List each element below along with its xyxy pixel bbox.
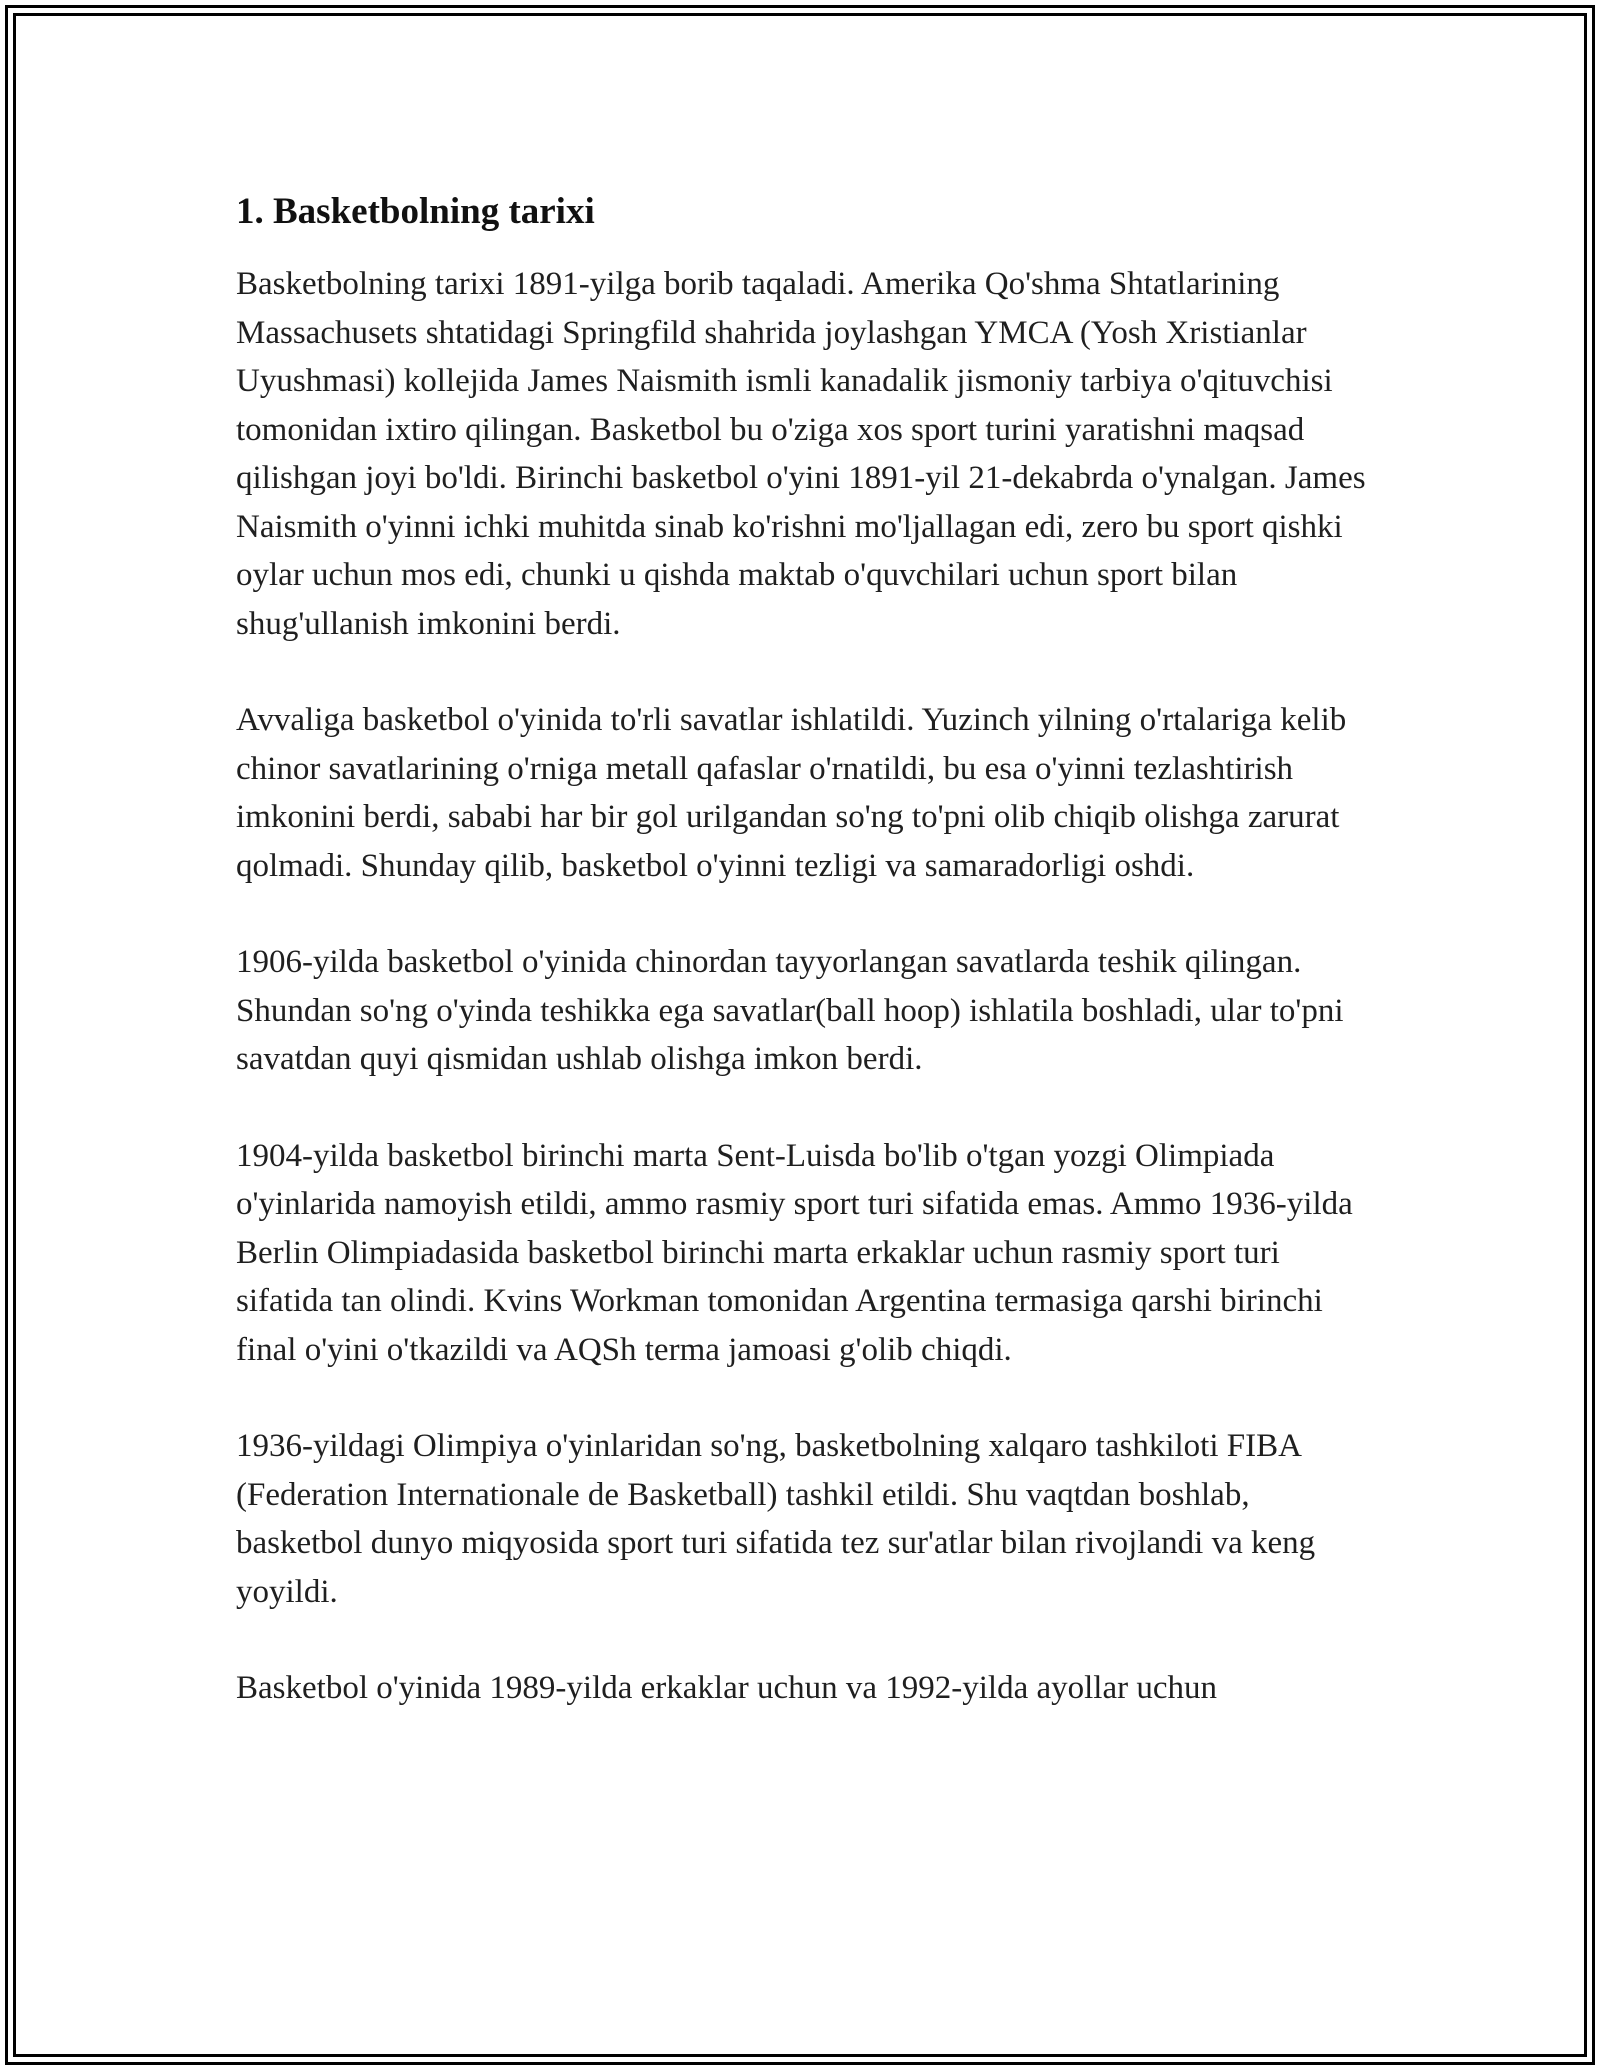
paragraph-baskets: Avvaliga basketbol o'yinida to'rli savatlar ishlatildi. Yuzinch yilning o'rtalariga kelib chinor savatlarining o'rniga metall qafaslar o'rnatildi, bu esa o'yinni tezlashtirish imkonini berdi, sababi har bir gol urilgandan so'ng to'pni olib chiqib olishga zarurat qolmadi. Shunday qilib, basketbol o'yinni tezligi va samaradorligi oshdi. bbox=[236, 702, 1347, 884]
paragraph-hoop-1906: 1906-yilda basketbol o'yinida chinordan tayyorlangan savatlarda teshik qilingan. Shundan so'ng o'yinda teshikka ega savatlar(ball hoop) ishlatila boshladi, ular to'pni savatdan quyi qismidan ushlab olishga imkon berdi. bbox=[236, 944, 1344, 1077]
paragraph-olympics-1904: 1904-yilda basketbol birinchi marta Sent-Luisda bo'lib o'tgan yozgi Olimpiada o'yinlarida namoyish etildi, ammo rasmiy sport turi sifatida emas. Ammo 1936-yilda Berlin Olimpiadasida basketbol birinchi marta erkaklar uchun rasmiy sport turi sifatida tan olindi. Kvins Workman tomonidan Argentina termasiga qarshi birinchi final o'yini o'tkazildi va AQSh terma jamoasi g'olib chiqdi. bbox=[236, 1137, 1353, 1368]
section-heading: 1. Basketbolning tarixi bbox=[236, 191, 595, 232]
paragraph-continued: Basketbol o'yinida 1989-yilda erkaklar uchun va 1992-yilda ayollar uchun bbox=[236, 1670, 1218, 1706]
paragraph-history-origin: Basketbolning tarixi 1891-yilga borib taqaladi. Amerika Qo'shma Shtatlarining Massachusets shtatidagi Springfild shahrida joylashgan YMCA (Yosh Xristianlar Uyushmasi) kollejida James Naismith ismli kanadalik jismoniy tarbiya o'qituvchisi tomonidan ixtiro qilingan. Basketbol bu o'ziga xos sport turini yaratishni maqsad qilishgan joyi bo'ldi. Birinchi basketbol o'yini 1891-yil 21-dekabrda o'ynalgan. James Naismith o'yinni ichki muhitda sinab ko'rishni mo'ljallagan edi, zero bu sport qishki oylar uchun mos edi, chunki u qishda maktab o'quvchilari uchun sport bilan shug'ullanish imkonini berdi. bbox=[236, 266, 1366, 642]
paragraph-fiba: 1936-yildagi Olimpiya o'yinlaridan so'ng, basketbolning xalqaro tashkiloti FIBA (Federation Internationale de Basketball) tashkil etildi. Shu vaqtdan boshlab, basketbol dunyo miqyosida sport turi sifatida tez sur'atlar bilan rivojlandi va keng yoyildi. bbox=[236, 1428, 1316, 1610]
document-body bbox=[236, 186, 1376, 1713]
